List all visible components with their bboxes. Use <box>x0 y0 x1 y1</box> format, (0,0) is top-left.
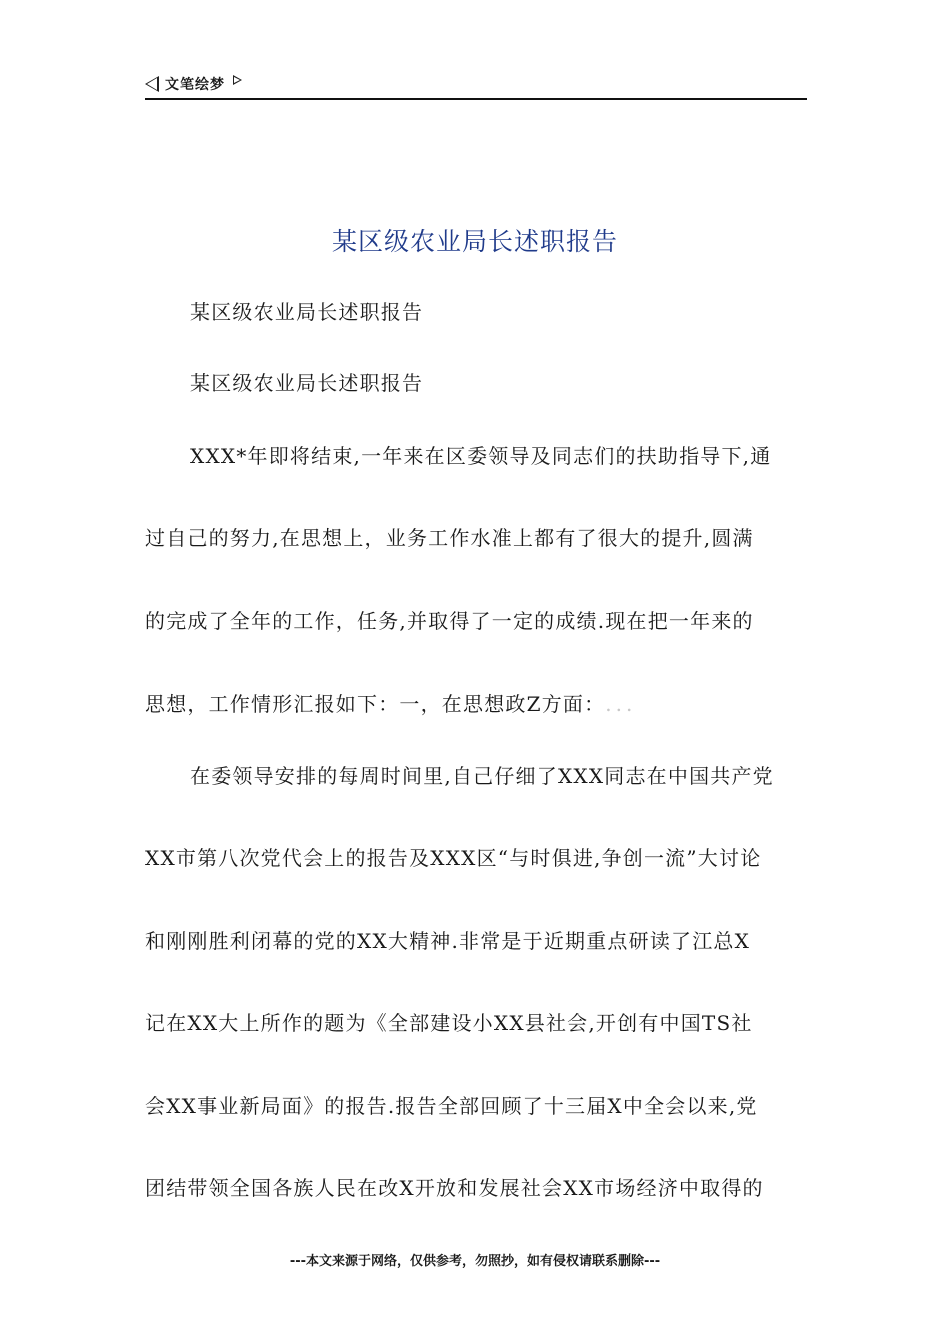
paragraph-line: 会XX事业新局面》的报告.报告全部回顾了十三届X中全会以来,党 <box>145 1094 758 1118</box>
triangle-left-icon <box>145 76 159 92</box>
paragraph-line: 和刚刚胜利闭幕的党的XX大精神.非常是于近期重点研读了江总X <box>145 929 751 953</box>
brand-name: 文笔绘梦 <box>165 77 225 93</box>
paragraph-line: 某区级农业局长述职报告 <box>190 371 424 395</box>
paragraph-line: XX市第八次党代会上的报告及XXX区“与时俱进,争创一流”大讨论 <box>145 846 762 870</box>
faded-text: ... <box>605 692 637 716</box>
paragraph-line <box>145 688 807 717</box>
paragraph-line: 的完成了全年的工作，任务,并取得了一定的成绩.现在把一年来的 <box>145 609 754 633</box>
paragraph-line: 在委领导安排的每周时间里,自己仔细了XXX同志在中国共产党 <box>190 764 774 788</box>
paragraph-line: 过自己的努力,在思想上，业务工作水准上都有了很大的提升,圆满 <box>145 526 754 550</box>
paragraph-line: 记在XX大上所作的题为《全部建设小XX县社会,开创有中国TS社 <box>145 1011 753 1035</box>
document-title: 某区级农业局长述职报告 <box>331 227 618 256</box>
paragraph-line: 团结带领全国各族人民在改X开放和发展社会XX市场经济中取得的 <box>145 1176 764 1200</box>
page-header <box>145 74 807 100</box>
page-footer-disclaimer: ---本文来源于网络，仅供参考，勿照抄，如有侵权请联系删除--- <box>289 1254 661 1269</box>
paragraph-text: 思想，工作情形汇报如下：一，在思想政Z方面： <box>145 692 606 716</box>
paragraph-line: 某区级农业局长述职报告 <box>190 300 424 324</box>
triangle-right-icon <box>233 75 242 85</box>
paragraph-line: XXX*年即将结束,一年来在区委领导及同志们的扶助指导下,通 <box>190 444 772 468</box>
